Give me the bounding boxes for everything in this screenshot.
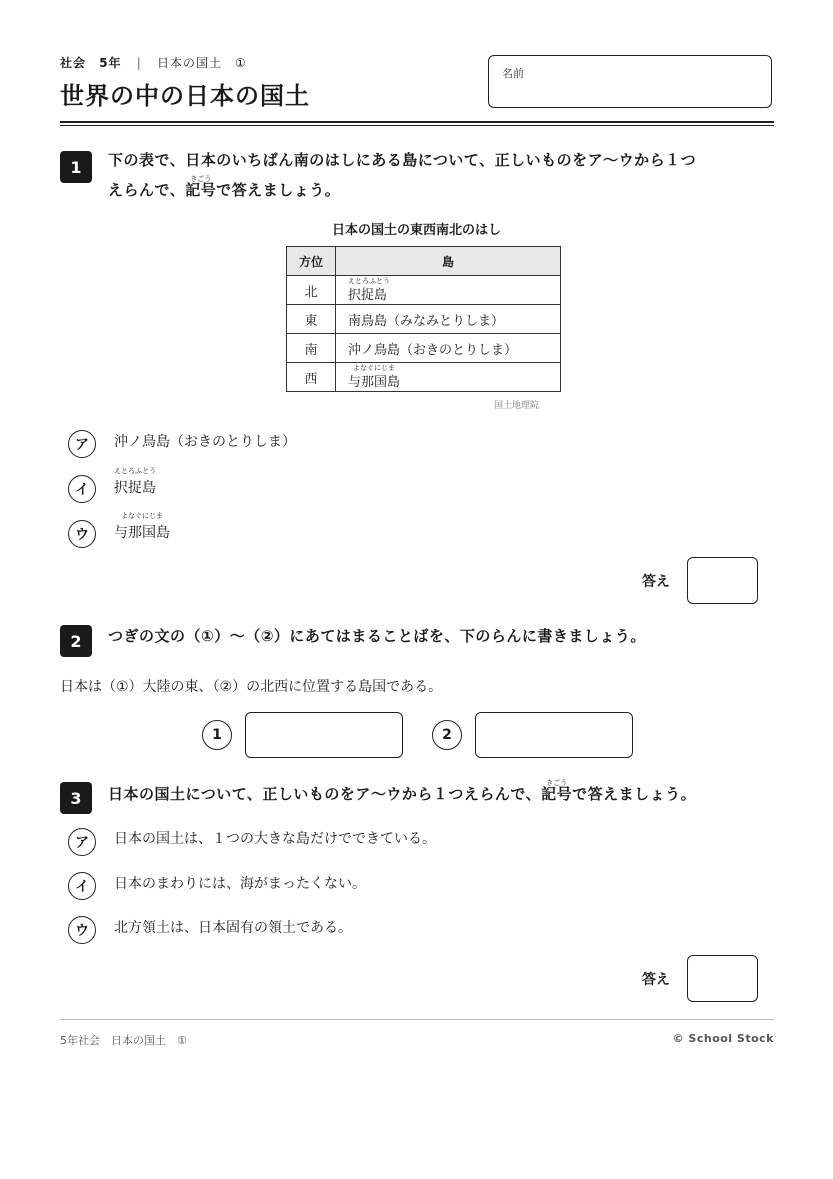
table-header-direction: 方位 [287,247,336,276]
choice-u-marker: ウ [68,520,96,548]
q3-choice-i-marker: イ [68,872,96,900]
table-source: 国土地理院 [494,401,540,411]
table-row: 東 南鳥島（みなみとりしま） [287,305,561,334]
question-1-text-line2: えらんで、記号 きごう で答えましょう。 [108,175,340,205]
ruby-kigou: きごう [190,175,212,183]
choice-a-marker: ア [68,430,96,458]
grade-label: 5年 [99,56,122,70]
header-separator: | [136,56,142,70]
table-header-island: 島 [336,247,561,276]
subject-label: 社会 [60,56,87,70]
blank-2-field[interactable] [475,712,633,758]
question-3-text: 日本の国土について、正しいものをア～ウから１つえらんで、記号 きごう で答えましょう。 [108,779,696,809]
name-field[interactable] [488,55,772,108]
header-rule [60,121,774,123]
q3-choice-i-text: 日本のまわりには、海がまったくない。 [114,876,366,892]
q3-choice-u-marker: ウ [68,916,96,944]
header-rule-thin [60,125,774,126]
choice-u-text: 与那国島 よなぐにじま [114,512,170,541]
unit-label: 日本の国土 ① [156,56,247,70]
question-number-1: 1 [60,151,92,183]
footer-left: 5年社会 日本の国土 ① [60,1034,187,1047]
question-2-text: つぎの文の（①）～（②）にあてはまることばを、下のらんに書きましょう。 [108,627,646,645]
question-number-2: 2 [60,625,92,657]
page-title: 世界の中の日本の国土 [60,82,310,110]
choice-a-text: 沖ノ鳥島（おきのとりしま） [114,434,296,450]
blank-1-field[interactable] [245,712,403,758]
q3-choice-a-text: 日本の国土は、１つの大きな島だけでできている。 [114,831,436,847]
question-2-sentence: 日本は（①）大陸の東、（②）の北西に位置する島国である。 [60,679,443,695]
q3-choice-u-text: 北方領土は、日本固有の領土である。 [114,920,352,936]
answer-label-1: 答え [642,574,670,590]
blank-2-marker: 2 [432,720,462,750]
q3-choice-a-marker: ア [68,828,96,856]
ruby-kigou: きごう [546,779,568,787]
question-1-text-line1: 下の表で、日本のいちばん南のはしにある島について、正しいものをア～ウから１つ [108,151,697,169]
choice-i-text: 択捉島 えとろふとう [114,467,156,496]
answer-box-1[interactable] [687,557,758,604]
footer-copyright: © School Stock [672,1032,774,1045]
header-subject [60,54,247,71]
table-caption: 日本の国土の東西南北のはし [331,223,501,238]
table-row: 西 与那国島 よなぐにじま [287,363,561,392]
name-label: 名前 [502,67,524,80]
footer-rule [60,1019,774,1020]
question-number-3: 3 [60,782,92,814]
choice-i-marker: イ [68,475,96,503]
table-row: 北 択捉島 えとろふとう [287,276,561,305]
answer-label-3: 答え [642,972,670,988]
blank-1-marker: 1 [202,720,232,750]
answer-box-3[interactable] [687,955,758,1002]
table-row: 南 沖ノ鳥島（おきのとりしま） [287,334,561,363]
islands-table [286,246,561,392]
